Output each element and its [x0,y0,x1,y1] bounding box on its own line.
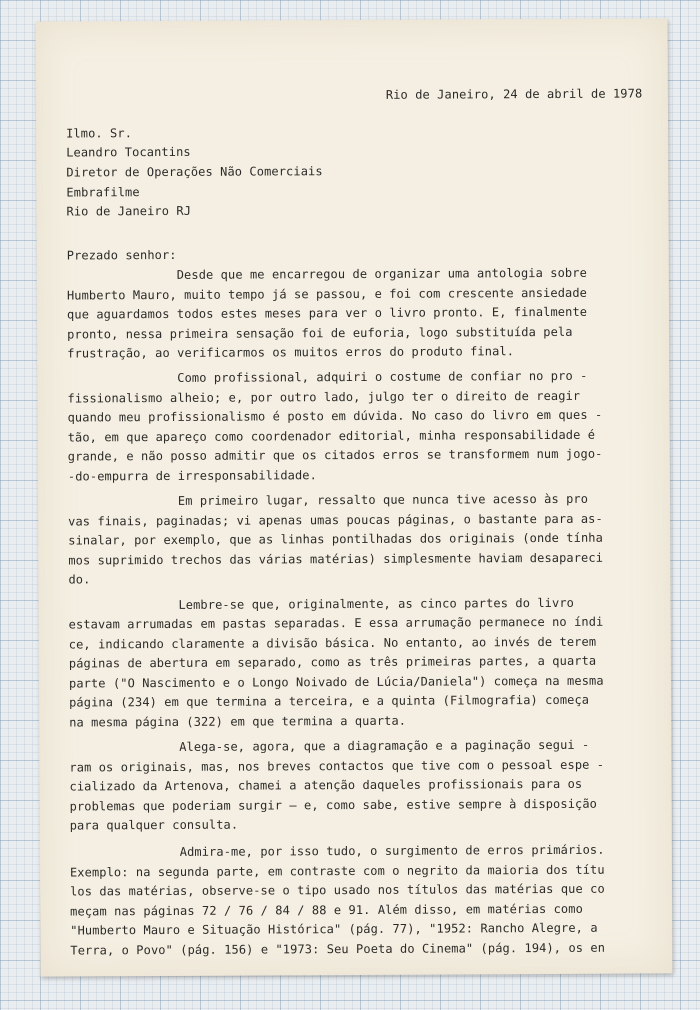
letter-date: Rio de Janeiro, 24 de abril de 1978 [385,86,643,102]
text-line: los das matérias, observe-se o tipo usado nos títulos das matérias que co [70,881,605,899]
text-line: do. [68,572,91,587]
text-line: vas finais, paginadas; vi apenas umas poucas páginas, o bastante para as- [68,511,603,529]
text-line: pronto, nessa primeira sensação foi de euforia, logo substituída pela [67,324,573,342]
text-line: cializado da Artenova, chamei a atenção daqueles profissionais para os [69,776,583,794]
text-line: que aguardamos todos estes meses para ver o livro pronto. E, finalmente [67,304,588,322]
text-line: meçam nas páginas 72 / 76 / 84 / 88 e 91. Além disso, em matérias como [70,901,583,919]
text-line: Alega-se, agora, que a diagramação e a paginação segui - [69,737,590,755]
text-line: "Humberto Mauro e Situação Histórica" (pág. 77), "1952: Rancho Alegre, a [70,920,598,938]
letter-body [66,18,651,958]
letter-page [36,18,673,976]
address-line: Ilmo. Sr. [66,126,133,141]
salutation: Prezado senhor: [66,247,177,263]
text-line: Humberto Mauro, muito tempo já se passou, e foi com crescente ansiedade [66,285,588,303]
text-line: Como profissional, adquiri o costume de confiar no pro - [67,368,588,386]
text-line: Admira-me, por isso tudo, o surgimento de erros primários. [69,842,605,860]
text-line: página (234) em que termina a terceira, e a quinta (Filmografia) começa [69,692,590,710]
text-line: parte ("O Nascimento e o Longo Noivado de Lúcia/Daniela") começa na mesma [68,673,604,691]
text-line: estavam arrumadas em pastas separadas. E essa arrumação permanece no índi [68,614,604,632]
text-line: Terra, o Povo" (pág. 156) e "1973: Seu Poeta do Cinema" (pág. 194), os en [70,940,606,958]
text-line: Desde que me encarregou de organizar uma antologia sobre [66,265,587,283]
text-line: -do-empurra de irresponsabilidade. [67,468,317,484]
text-line: páginas de abertura em separado, como as três primeiras partes, a quarta [68,653,597,671]
text-line: na mesma página (322) em que termina a quarta. [69,713,407,730]
text-line: sinalar, por exemplo, que as linhas pontilhadas dos originais (onde tínha [68,530,603,548]
text-line: tão, em que apareço como coordenador editorial, minha responsabilidade é [67,427,596,445]
text-line: Em primeiro lugar, ressalto que nunca tive acesso às pro [67,491,589,509]
text-line: ce, indicando claramente a divisão básica. No entanto, ao invés de terem [68,634,597,652]
address-line: Rio de Janeiro RJ [66,203,192,219]
text-line: Lembre-se que, originalmente, as cinco partes do livro [68,595,574,613]
text-line: para qualquer consulta. [69,817,239,833]
text-line: ram os originais, mas, nos breves contactos que tive com o pessoal espe - [69,757,605,775]
text-line: fissionalismo alheio; e, por outro lado, julgo ter o direito de reagir [67,388,581,406]
address-line: Embrafilme [66,185,140,200]
address-line: Leandro Tocantins [66,144,191,160]
text-line: grande, e não posso admitir que os citados erros se transformem num jogo- [67,446,603,464]
text-line: problemas que poderiam surgir — e, como sabe, estive sempre à disposição [69,796,598,814]
text-line: mos suprimido trechos das várias matérias) simplesmente haviam desapareci [68,550,604,568]
text-line: frustração, ao verificarmos os muitos erros do produto final. [67,344,515,361]
text-line: quando meu profissionalismo é posto em dúvida. No caso do livro em ques - [67,407,603,425]
text-line: Exemplo: na segunda parte, em contraste com o negrito da maioria dos títu [69,862,605,880]
address-line: Diretor de Operações Não Comerciais [66,164,323,180]
